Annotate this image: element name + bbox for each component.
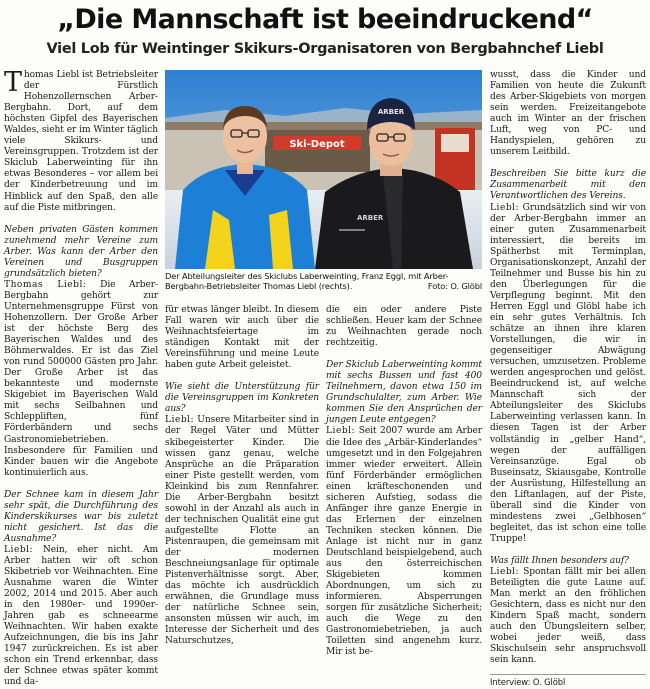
- answer-text: Nein, eher nicht. Am Arber hatten wir oft schon Skibetrieb vor Weihnachten. Eine Ausnahme waren die Winter 2002, 2014 und 2015. Aber auch in den 1980er- und 1990er-Jahren gab es schneearme Weihnachten. Wir haben exakte Aufzeichnungen, die bis ins Jahr 1947 zurückreichen. Es ist aber schon ein Trend erkennbar, dass der Schnee etwas später kommt und da-: [4, 544, 158, 688]
- answer: [490, 567, 646, 666]
- article-column-4: [490, 70, 646, 688]
- ski-depot-sign: Ski-Depot: [289, 139, 345, 150]
- speaker-name: Liebl:: [490, 202, 520, 213]
- answer-text: Seit 2007 wurde am Arber die Idee des „Arbär-Kinderlandes“ umgesetzt und in den Folgejahren immer wieder erweitert. Allein fünf Förderbänder ermöglichen einen kräfteschonenden und sicheren Aufstieg, sodass die Anfänger ihre ganze Energie in das Erlernen der einzelnen Techniken stecken können. Die Anlage ist nicht nur in ganz Deutschland beispielgebend, auch aus den österreichischen Skigebieten kommen Abordnungen, um sich zu informieren. Absperrungen sorgen für zusätzliche Sicherheit; auch die Wege zu den Gastronomiebetrieben, ja auch Toiletten sind angenehm kurz. Mir ist be-: [326, 426, 482, 658]
- photo-illustration: [165, 70, 482, 269]
- article-column-2: [165, 305, 319, 647]
- speaker-name: Liebl:: [4, 544, 34, 555]
- speaker-name: Liebl:: [326, 426, 356, 437]
- question: Neben privaten Gästen kommen zunehmend mehr Vereine zum Arber. Was kann der Arber den Vereinen und Busgruppen grundsätzlich bieten?: [4, 224, 158, 279]
- answer-text: Grundsätzlich sind wir von der Arber-Bergbahn immer an einer guten Zusammenarbeit interessiert, die bereits im Spätherbst mit Terminplan, Organisationskonzept, Anzahl der Teilnehmer und Busse bis hin zu den Überlegungen für die Verpflegung beginnt. Mit den Herren Eggl und Glöbl habe ich ein sehr gutes Verhältnis. Ich schätze an ihnen ihre klaren Vorstellungen, die wir in gegenseitiger Abwägung versuchen, umzusetzen. Probleme werden angesprochen und gelöst. Beeindruckend ist, auf welche Mannschaft sich der Abteilungsleiter des Skiclubs Laberweinting verlassen kann. In diesen Tagen ist der Arber vollständig in „gelber Hand“, wegen der auffälligen Vereinsanzüge. Egal ob Buseinsatz, Skiausgabe, Kontrolle der Ausrüstung, Hilfestellung an den Liftanlagen, auf der Piste, überall sind die Kinder von mindestens zwei „Gelbhosen“ begleitet, das ist schon eine tolle Truppe!: [490, 202, 646, 544]
- paragraph: die ein oder andere Piste schließen. Heuer kam der Schnee zu Weihnachten gerade noch rechtzeitig.: [326, 305, 482, 349]
- subheadline: Viel Lob für Weintinger Skikurs-Organisatoren von Bergbahnchef Liebl: [46, 41, 604, 57]
- answer: [326, 426, 482, 658]
- drop-cap: T: [4, 67, 22, 98]
- cap-logo-text: ARBER: [377, 108, 405, 116]
- headline: „Die Mannschaft ist beeindruckend“: [57, 4, 593, 35]
- answer: [490, 203, 646, 545]
- photo-credit: Foto: O. Glöbl: [427, 281, 482, 292]
- caption-text: Der Abteilungsleiter des Skiclubs Laberweinting, Franz Eggl, mit Arber-Bergbahn-Betriebsleiter Thomas Liebl (rechts).: [165, 271, 449, 292]
- speaker-name: Liebl:: [490, 567, 520, 578]
- intro-paragraph: [4, 67, 158, 214]
- article-photo: [165, 70, 482, 269]
- interview-credit: Interview: O. Glöbl: [490, 674, 646, 688]
- question: Was fällt Ihnen besonders auf?: [490, 555, 629, 566]
- speaker-name: Liebl:: [165, 415, 195, 426]
- question: Wie sieht die Unterstützung für die Vereinsgruppen im Konkreten aus?: [165, 382, 319, 415]
- answer-text: Die Arber-Bergbahn gehört zur Unternehmensgruppe Fürst von Hohenzollern. Der Große Arber ist der höchste Berg des Bayerischen Waldes und des Böhmerwaldes. Er ist das Ziel von rund 500000 Gästen pro Jahr. Der Große Arber ist das bekannteste und modernste Skigebiet im Bayerischen Wald mit sechs Seilbahnen und Schleppliften, fünf Förderbändern und sechs Gastronomiebetrieben. Insbesondere für Familien und Kinder bauen wir die Angebote kontinuierlich aus.: [4, 279, 158, 478]
- question: Der Schnee kam in diesem Jahr sehr spät, die Durchführung des Kinderskikurses war bis zuletzt nicht gesichert. Ist das die Ausnahme?: [4, 489, 158, 544]
- question: Beschreiben Sie bitte kurz die Zusammenarbeit mit den Verantwortlichen des Vereins.: [490, 169, 646, 202]
- question: Der Skiclub Laberweinting kommt mit sechs Bussen und fast 400 Teilnehmern, davon etwa 150 im Grundschulalter, zum Arber. Wie kommen Sie den Ansprüchen der jungen Leute entgegen?: [326, 360, 482, 426]
- answer: [4, 545, 158, 689]
- photo-caption: [165, 271, 482, 292]
- answer: [4, 280, 158, 479]
- answer-text: Unsere Mitarbeiter sind in der Regel Väter und Mütter skibegeisterter Kinder. Die wissen ganz genau, welche Ansprüche an die Präparation einer Piste gestellt werden, vom Kleinkind bis zum Rennfahrer. Die Arber-Bergbahn besitzt sowohl in der Anzahl als auch in der technischen Qualität eine gut aufgestellte Flotte an Pistenraupen, die gemeinsam mit der modernen Beschneiungsanlage für optimale Pistenverhältnisse sorgt. Aber, das möchte ich ausdrücklich erwähnen, die Grundlage muss der natürliche Schnee sein, ansonsten müssen wir auch, im Interesse der Sicherheit und des Naturschutzes,: [165, 415, 319, 647]
- jacket-logo-text: ARBER: [357, 214, 384, 222]
- answer-text: Spontan fällt mir bei allen Beteiligten die gute Laune auf. Man merkt an den fröhlichen Gesichtern, dass es nicht nur den Kindern Spaß macht, sondern auch den Übungsleitern selber, wobei jeder weiß, dass Skischulsein sehr anspruchsvoll sein kann.: [490, 567, 646, 666]
- article-column-3: [326, 305, 482, 658]
- intro-text: homas Liebl ist Betriebsleiter der Fürstlich Hohenzollernschen Arber-Bergbahn. Dort, auf dem höchsten Gipfel des Bayerischen Waldes, sieht er im Winter täglich viele Skikurs- und Vereinsgruppen. Trotzdem ist der Skiclub Laberweinting für ihn etwas Besonderes – vor allem bei der Kinderbetreuung und im Hinblick auf den Spaß, den alle auf die Piste mitbringen.: [4, 70, 158, 213]
- paragraph: wusst, dass die Kinder und Familien von heute die Zukunft des Arber-Skigebiets von morgen sein werden. Freizeitangebote auch im Winter an der frischen Luft, weg von PC- und Handyspielen, gehören zu unserem Leitbild.: [490, 70, 646, 158]
- article-column-1: [4, 67, 158, 688]
- speaker-name: Thomas Liebl:: [4, 279, 87, 290]
- paragraph: für etwas länger bleibt. In diesem Fall waren wir auch über die Weihnachtsfeiertage im ständigen Kontakt mit der Vereinsführung und meine Leute haben gute Arbeit geleistet.: [165, 305, 319, 371]
- answer: [165, 415, 319, 647]
